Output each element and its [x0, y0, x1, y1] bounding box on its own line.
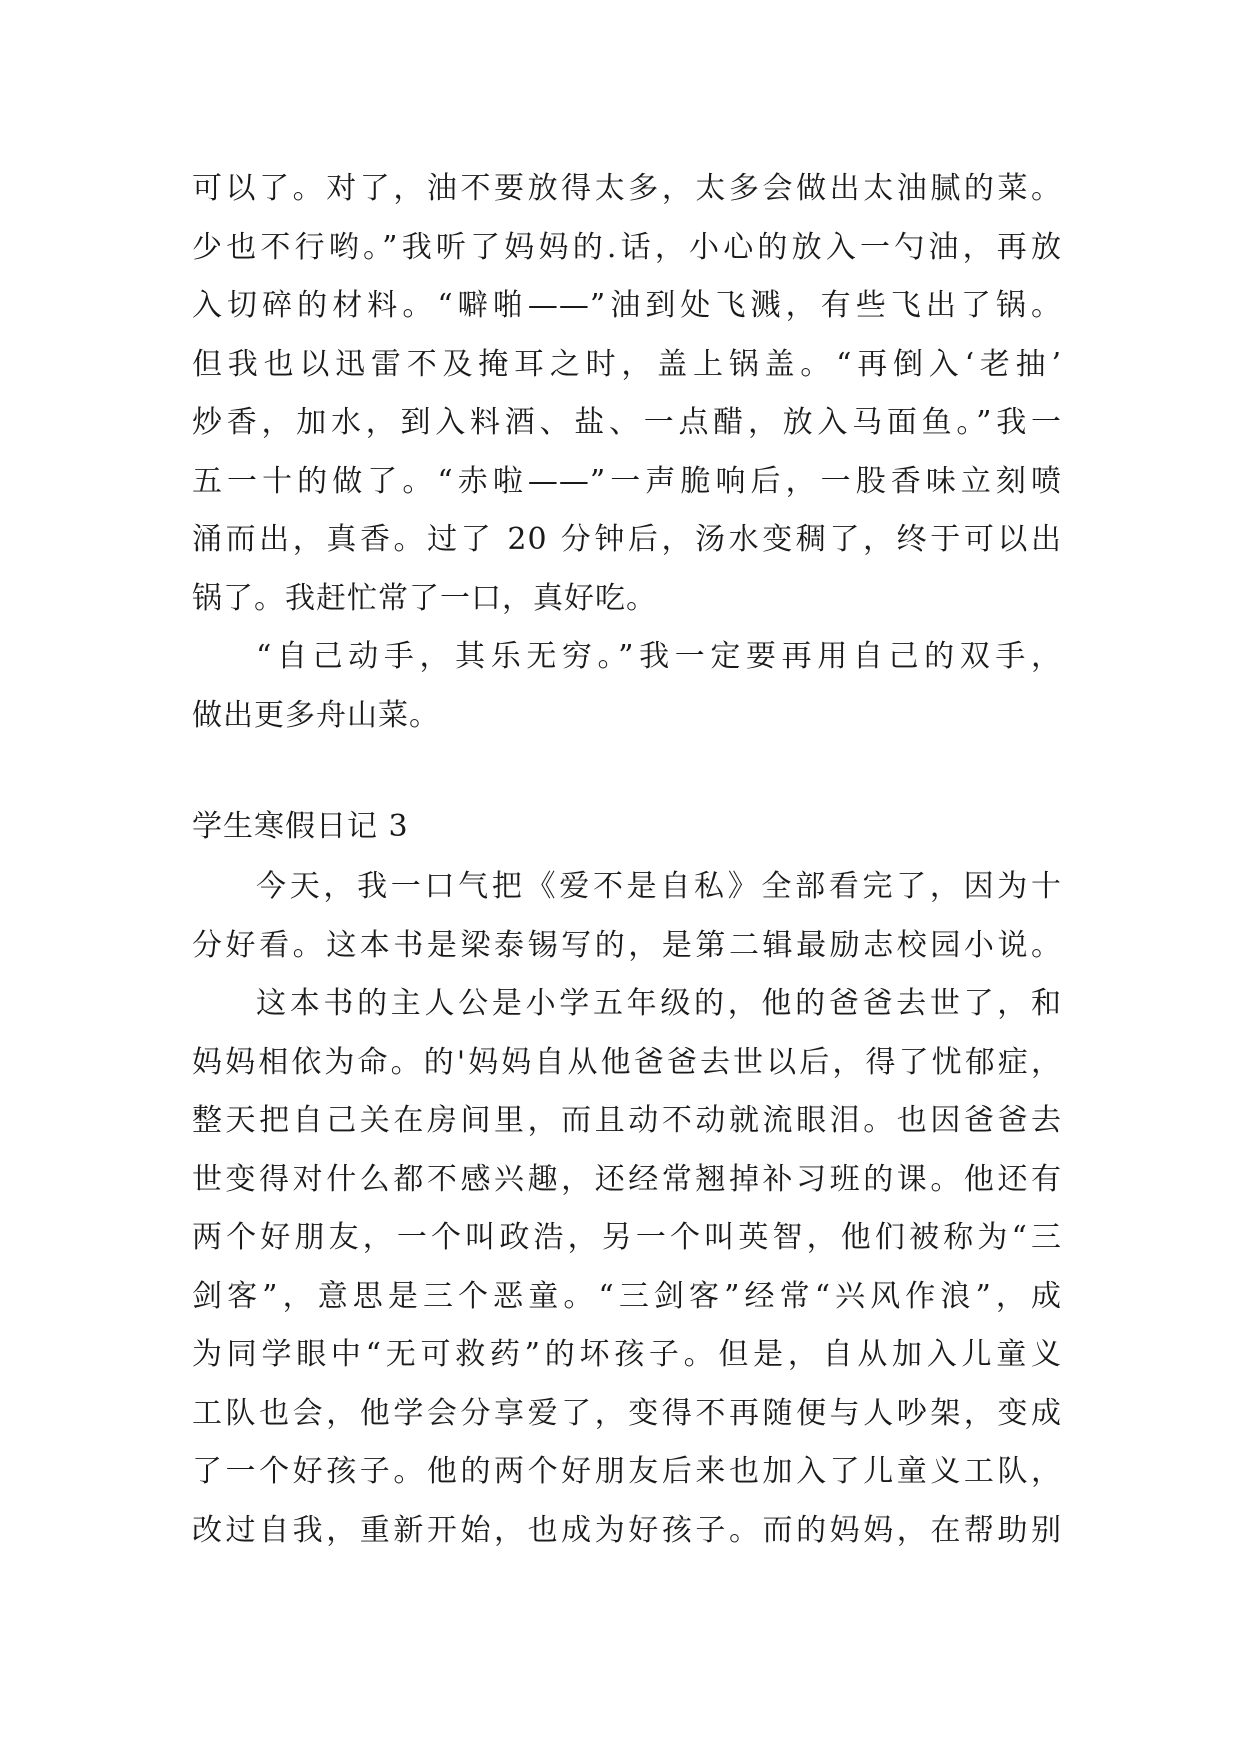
- text-line: 分好看。这本书是梁泰锡写的，是第二辑最励志校园小说。: [192, 927, 1062, 963]
- text-line: “自己动手，其乐无穷。”我一定要再用自己的双手，: [256, 639, 1062, 674]
- text-line: 涌而出，真香。过了 20 分钟后，汤水变稠了，终于可以出: [192, 522, 1062, 557]
- section-title: 学生寒假日记 3: [192, 809, 409, 844]
- text-line: 世变得对什么都不感兴趣，还经常翘掉补习班的课。他还有: [192, 1161, 1062, 1197]
- paragraph-1: [192, 858, 1062, 975]
- text-line: 但我也以迅雷不及掩耳之时，盖上锅盖。“再倒入‘老抽’: [192, 346, 1062, 382]
- text-line: 剑客”，意思是三个恶童。“三剑客”经常“兴风作浪”，成: [192, 1278, 1062, 1314]
- text-line: 工队也会，他学会分享爱了，变得不再随便与人吵架，变成: [192, 1395, 1062, 1431]
- text-line: 做出更多舟山菜。: [192, 697, 440, 733]
- text-line: 为同学眼中“无可救药”的坏孩子。但是，自从加入儿童义: [192, 1337, 1062, 1372]
- text-line: 妈妈相依为命。的'妈妈自从他爸爸去世以后，得了忧郁症，: [192, 1044, 1062, 1080]
- text-line: 少也不行哟。”我听了妈妈的.话，小心的放入一勺油，再放: [192, 229, 1062, 265]
- text-line: 了一个好孩子。他的两个好朋友后来也加入了儿童义工队，: [192, 1454, 1062, 1489]
- text-line: 可以了。对了，油不要放得太多，太多会做出太油腻的菜。: [192, 171, 1062, 206]
- text-line: 这本书的主人公是小学五年级的，他的爸爸去世了，和: [256, 986, 1062, 1021]
- text-line: 炒香，加水，到入料酒、盐、一点醋，放入马面鱼。”我一: [192, 405, 1062, 440]
- continued-paragraph: [192, 160, 1062, 628]
- text-line: 锅了。我赶忙常了一口，真好吃。: [192, 580, 657, 616]
- text-line: 改过自我，重新开始，也成为好孩子。而的妈妈，在帮助别: [192, 1512, 1062, 1548]
- closing-paragraph: [192, 628, 1062, 745]
- text-line: 两个好朋友，一个叫政浩，另一个叫英智，他们被称为“三: [192, 1220, 1062, 1255]
- text-line: 整天把自己关在房间里，而且动不动就流眼泪。也因爸爸去: [192, 1103, 1062, 1138]
- text-line: 五一十的做了。“赤啦——”一声脆响后，一股香味立刻喷: [192, 463, 1062, 499]
- text-line: 今天，我一口气把《爱不是自私》全部看完了，因为十: [256, 869, 1062, 904]
- paragraph-2: [192, 975, 1062, 1560]
- text-line: 入切碎的材料。“噼啪——”油到处飞溅，有些飞出了锅。: [192, 288, 1062, 323]
